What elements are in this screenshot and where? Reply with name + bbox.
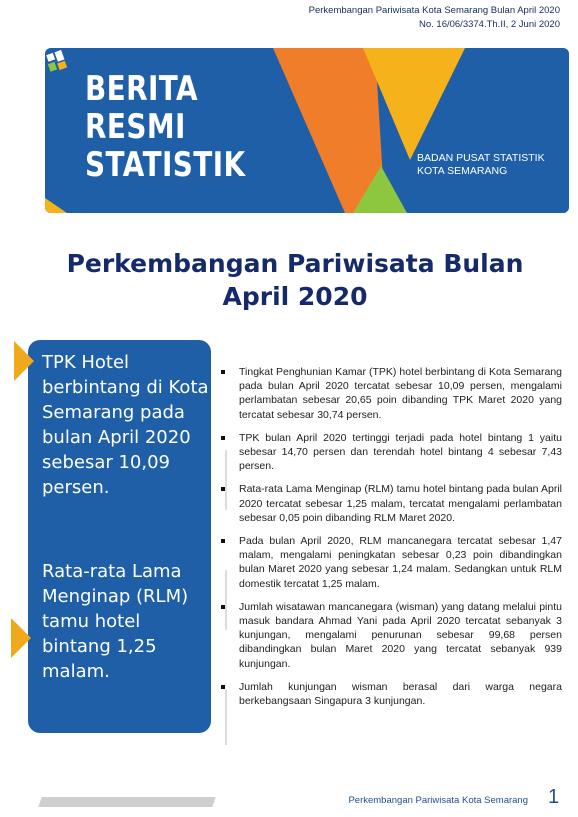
brs-line-2: RESMI [85, 107, 186, 147]
header-number: No. 16/06/3374.Th.II, 2 Juni 2020 [418, 19, 560, 30]
summary-list [220, 365, 562, 717]
bps-org-name [417, 152, 545, 178]
header-info [309, 4, 560, 32]
brs-line-1: BERITA [85, 69, 199, 109]
page-title [40, 247, 550, 313]
bps-org-line-2: KOTA SEMARANG [417, 165, 508, 177]
brs-line-3: STATISTIK [85, 145, 246, 185]
brs-wordmark [85, 70, 246, 184]
list-item: TPK bulan April 2020 tertinggi terjadi pada hotel bintang 1 yaitu sebesar 14,70 persen dan terendah hotel bintang 4 sebesar 7,43 persen. [220, 431, 562, 474]
list-item: Rata-rata Lama Menginap (RLM) tamu hotel bintang pada bulan April 2020 tercatat sebesar 1,25 malam, tercatat mengalami perlambatan sebesar 0,05 poin dibanding RLM Maret 2020. [220, 482, 562, 525]
list-item: Tingkat Penghunian Kamar (TPK) hotel berbintang di Kota Semarang pada bulan April 2020 tercatat sebesar 10,09 persen, mengalami perlambatan sebesar 20,65 poin dibanding TPK Maret 2020 yang tercatat sebesar 30,74 persen. [220, 365, 562, 422]
footer-bar [38, 797, 216, 807]
header-title: Perkembangan Pariwisata Kota Semarang Bulan April 2020 [308, 5, 560, 16]
bps-logo-icon [45, 48, 71, 74]
list-item: Pada bulan April 2020, RLM mancanegara tercatat sebesar 1,47 malam, mengalami peningkatan sebesar 0,23 poin dibandingkan bulan Maret 2020 yang sebesar 1,24 malam. Sedangkan untuk RLM domestik tercatat 1,25 malam. [220, 534, 562, 591]
list-item: Jumlah wisatawan mancanegara (wisman) yang datang melalui pintu masuk bandara Ahmad Yani pada April 2020 tercatat sebanyak 3 kunjungan, mengalami penurunan sebesar 99,68 persen dibandingkan bulan Maret 2020 yang tercatat sebanyak 939 kunjungan. [220, 600, 562, 671]
arrow-marker-icon [11, 618, 31, 658]
footer-text: Perkembangan Pariwisata Kota Semarang [348, 795, 528, 806]
page-number: 1 [548, 786, 560, 808]
highlight-tpk: TPK Hotel berbintang di Kota Semarang pada bulan April 2020 sebesar 10,09 persen. [42, 352, 209, 498]
page-title-line-1: Perkembangan Pariwisata Bulan [66, 249, 524, 278]
highlight-panel [28, 340, 211, 733]
bps-org-line-1: BADAN PUSAT STATISTIK [417, 152, 545, 164]
page-title-line-2: April 2020 [222, 282, 368, 311]
list-item: Jumlah kunjungan wisman berasal dari warga negara berkebangsaan Singapura 3 kunjungan. [220, 680, 562, 708]
highlight-rlm: Rata-rata Lama Menginap (RLM) tamu hotel bintang 1,25 malam. [42, 561, 189, 682]
arrow-marker-icon [14, 341, 34, 381]
brs-banner [45, 48, 569, 213]
